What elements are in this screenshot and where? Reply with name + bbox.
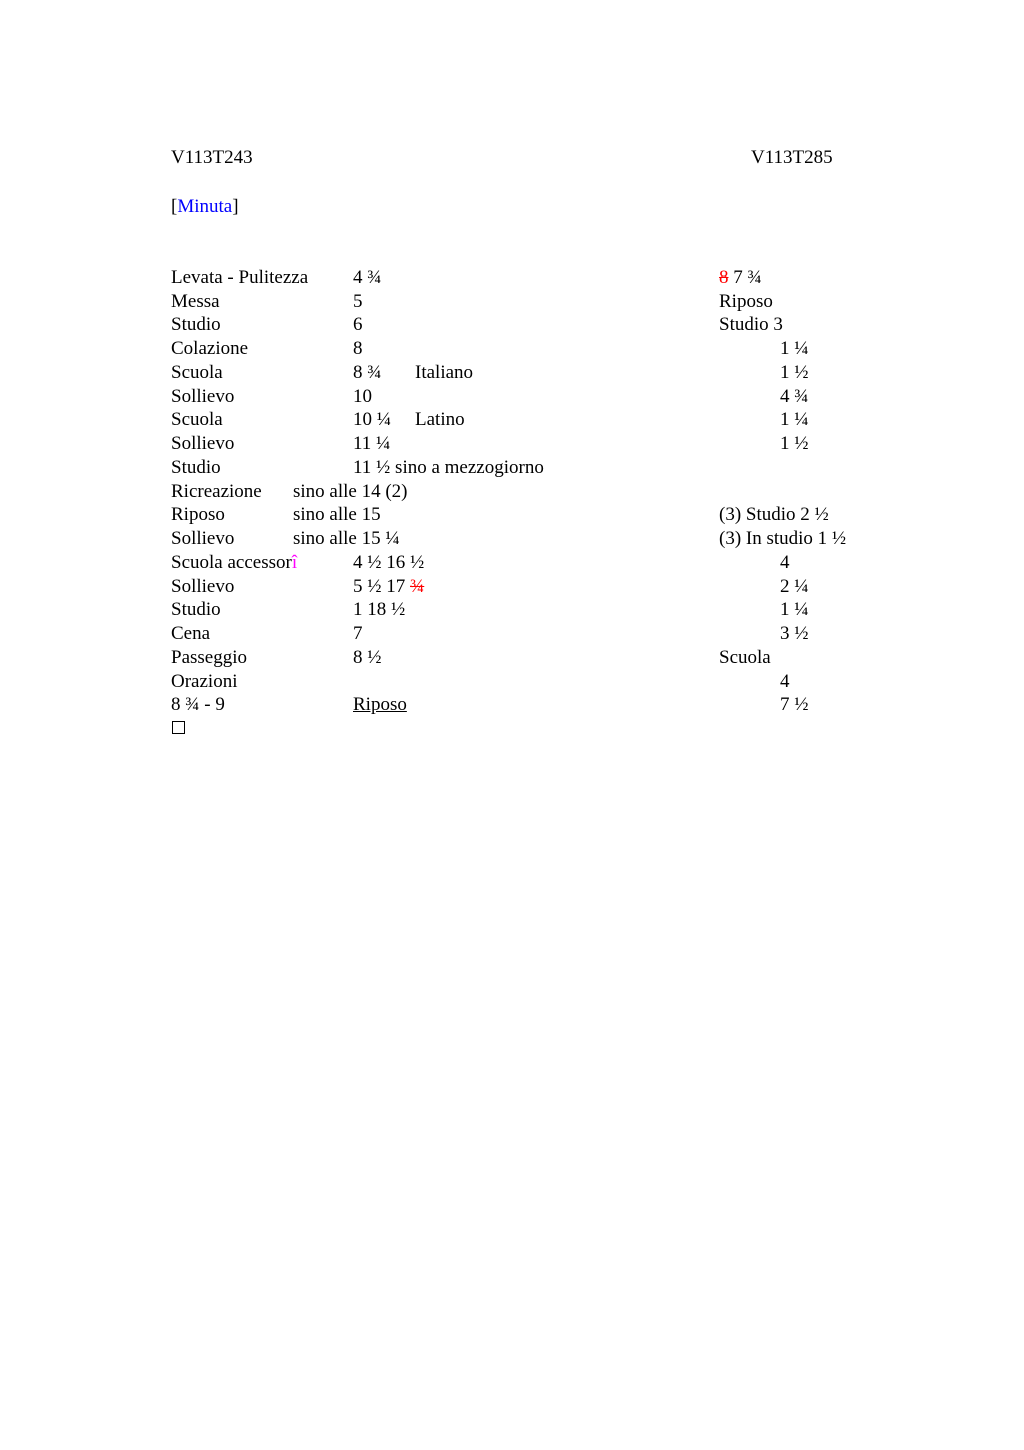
schedule-subject: Italiano: [415, 362, 474, 383]
right-column-entry: 1 ¼: [780, 338, 809, 359]
schedule-label: Ricreazione: [171, 481, 262, 502]
schedule-label: Scuola: [171, 409, 223, 430]
reference-code-left: V113T243: [171, 147, 253, 168]
schedule-time: 4 ¾: [353, 267, 382, 288]
schedule-time: 4 ½ 16 ½: [353, 552, 425, 573]
schedule-subject: Latino: [415, 409, 465, 430]
schedule-label: Studio: [171, 314, 221, 335]
schedule-label: Colazione: [171, 338, 249, 359]
schedule-label: Cena: [171, 623, 211, 644]
struck-correction: 8: [719, 267, 729, 288]
schedule-time: 5: [353, 291, 363, 312]
schedule-label: 8 ¾ - 9: [171, 694, 225, 715]
right-column-entry: Riposo: [719, 291, 773, 312]
schedule-time: 10: [353, 386, 372, 407]
right-column-entry: (3) In studio 1 ½: [719, 528, 847, 549]
schedule-label: Sollievo: [171, 528, 235, 549]
schedule-label: Sollievo: [171, 386, 235, 407]
schedule-label: Messa: [171, 291, 220, 312]
schedule-time: 8 ½: [353, 647, 382, 668]
schedule-time: 11 ¼: [353, 433, 391, 454]
schedule-label: [171, 551, 297, 575]
schedule-time: 7: [353, 623, 363, 644]
right-column-entry: Studio 3: [719, 314, 783, 335]
schedule-label-main: Scuola accessor: [171, 552, 292, 573]
schedule-label: Orazioni: [171, 671, 238, 692]
schedule-label: Levata - Pulitezza: [171, 267, 309, 288]
minuta-label: [171, 195, 239, 219]
schedule-time: 10 ¼: [353, 409, 391, 430]
schedule-time: Riposo: [353, 694, 407, 715]
right-column-entry: Scuola: [719, 647, 771, 668]
right-column-entry: 1 ¼: [780, 599, 809, 620]
schedule-label: Sollievo: [171, 576, 235, 597]
right-column-entry: 1 ½: [780, 433, 809, 454]
empty-square-icon: [172, 721, 185, 734]
right-column-entry: 3 ½: [780, 623, 809, 644]
bracket-close: ]: [232, 196, 239, 217]
schedule-time-main: 5 ½ 17: [353, 576, 410, 597]
right-column-value: 7 ¾: [728, 267, 762, 288]
schedule-time: sino alle 14 (2): [293, 481, 408, 502]
schedule-label: Studio: [171, 599, 221, 620]
right-column-entry: 4: [780, 671, 790, 692]
right-column-entry: (3) Studio 2 ½: [719, 504, 829, 525]
schedule-time: 6: [353, 314, 363, 335]
schedule-time: sino alle 15 ¼: [293, 528, 400, 549]
right-column-entry: 2 ¼: [780, 576, 809, 597]
schedule-time: [353, 575, 424, 599]
schedule-time: 8 ¾: [353, 362, 382, 383]
schedule-label: Sollievo: [171, 433, 235, 454]
minuta-text: Minuta: [177, 196, 233, 217]
bracket-open: [: [171, 196, 178, 217]
right-column-entry: [719, 266, 762, 290]
editorial-mark: î: [291, 552, 298, 573]
right-column-entry: 7 ½: [780, 694, 809, 715]
schedule-time: 1 18 ½: [353, 599, 406, 620]
schedule-label: Scuola: [171, 362, 223, 383]
struck-correction: ¾: [410, 576, 425, 597]
right-column-entry: 1 ½: [780, 362, 809, 383]
schedule-time: 8: [353, 338, 363, 359]
right-column-entry: 1 ¼: [780, 409, 809, 430]
right-column-entry: 4 ¾: [780, 386, 809, 407]
right-column-entry: 4: [780, 552, 790, 573]
schedule-time: sino alle 15: [293, 504, 381, 525]
schedule-time: 11 ½ sino a mezzogiorno: [353, 457, 544, 478]
schedule-label: Passeggio: [171, 647, 247, 668]
schedule-label: Studio: [171, 457, 221, 478]
schedule-label: Riposo: [171, 504, 225, 525]
reference-code-right: V113T285: [751, 147, 833, 168]
